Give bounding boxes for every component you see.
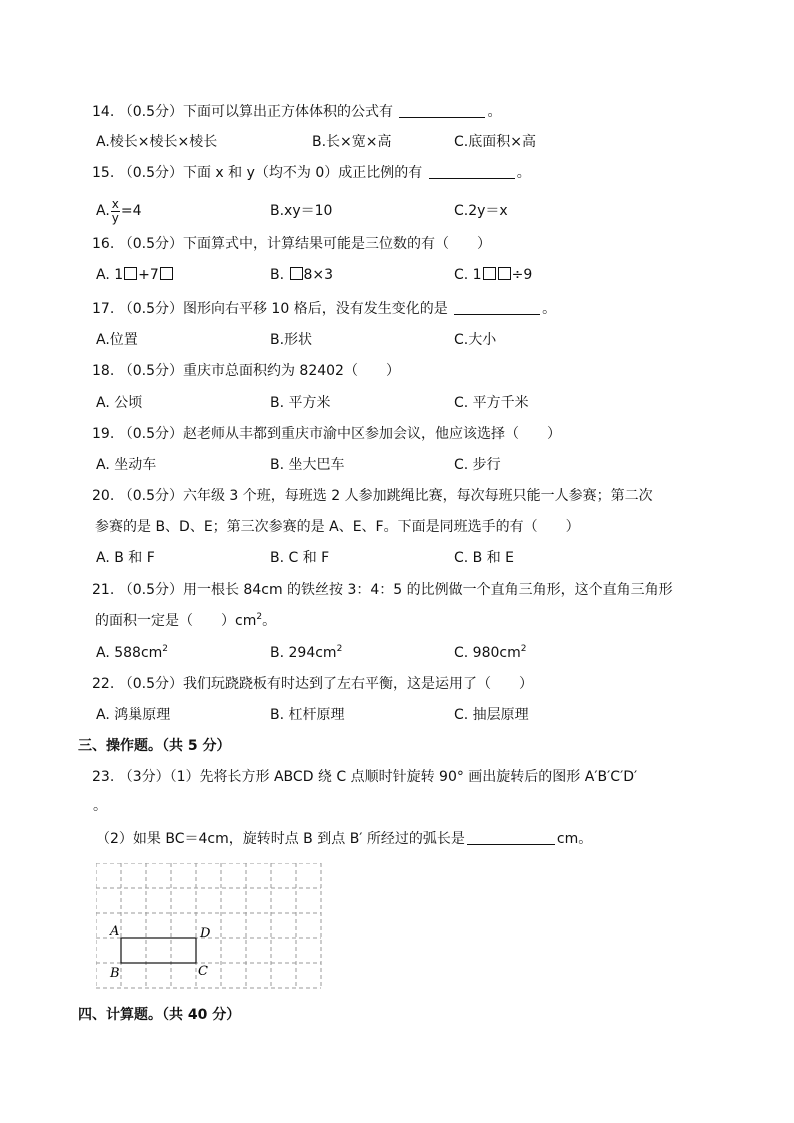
q14-option-c[interactable]: C.底面积×高 [454,134,536,150]
q17-stem: 17. （0.5分）图形向右平移 10 格后，没有发生变化的是 [92,301,448,317]
question-20: 20. （0.5分）六年级 3 个班，每班选 2 人参加跳绳比赛，每次每班只能一人参赛；第二次 [92,488,653,504]
q15-option-b[interactable]: B.xy＝10 [270,203,333,219]
question-20-continued: 参赛的是 B、D、E；第三次参赛的是 A、E、F。下面是同班选手的有（ ） [95,519,580,535]
q18-option-a[interactable]: A. 公顷 [96,395,143,411]
q17-option-b[interactable]: B.形状 [270,332,313,348]
question-16: 16. （0.5分）下面算式中，计算结果可能是三位数的有（ ） [92,236,491,252]
rectangle-abcd [121,938,196,963]
question-21: 21. （0.5分）用一根长 84cm 的铁丝按 3：4：5 的比例做一个直角三角形，这个直角三角形 [92,582,673,598]
q14-option-a[interactable]: A.棱长×棱长×棱长 [96,134,218,150]
q20-option-a[interactable]: A. B 和 F [96,550,155,566]
q16-option-b[interactable]: B. 8×3 [270,267,334,283]
question-17: 17. （0.5分）图形向右平移 10 格后，没有发生变化的是 。 [92,301,557,317]
q20-option-c[interactable]: C. B 和 E [454,550,515,566]
digit-box [498,267,511,280]
q19-option-b[interactable]: B. 坐大巴车 [270,457,345,473]
label-a: A [110,924,120,939]
question-23: 23. （3分）（1）先将长方形 ABCD 绕 C 点顺时针旋转 90° 画出旋转后的图形 A′B′C′D′ [92,769,638,785]
q16-option-a[interactable]: A. 1 +7 [96,265,174,285]
label-d: D [200,926,211,941]
q22-option-b[interactable]: B. 杠杆原理 [270,707,345,723]
q17-option-c[interactable]: C.大小 [454,332,497,348]
q17-option-a[interactable]: A.位置 [96,332,138,348]
answer-blank[interactable] [429,164,515,179]
answer-blank[interactable] [467,830,555,845]
section-4-heading: 四、计算题。（共 40 分） [78,1007,241,1023]
q20-option-b[interactable]: B. C 和 F [270,550,330,566]
q15-option-a[interactable]: A. $\frac{x}{y}$ =4 [96,196,142,225]
fraction: $\frac{x}{y}$ [111,196,119,225]
question-23-part-2: （2）如果 BC＝4cm，旋转时点 B 到点 B′ 所经过的弧长是 cm。 [96,831,593,847]
question-14: 14. （0.5分）下面可以算出正方体体积的公式有 。 [92,104,502,120]
q22-option-c[interactable]: C. 抽层原理 [454,707,529,723]
question-18: 18. （0.5分）重庆市总面积约为 82402（ ） [92,363,400,379]
question-21-continued: 的面积一定是（ ）$cm^2$。 [95,612,277,629]
q21-option-a[interactable]: A. $588cm^2$ [96,644,169,661]
digit-box [483,267,496,280]
digit-box [160,267,173,280]
label-b: B [110,966,120,981]
q22-option-a[interactable]: A. 鸿巢原理 [96,707,171,723]
answer-blank[interactable] [454,300,540,315]
q16-option-c[interactable]: C. 1 ÷9 [454,267,533,283]
q15-stem: 15. （0.5分）下面 x 和 y（均不为 0）成正比例的有 [92,165,423,181]
question-19: 19. （0.5分）赵老师从丰都到重庆市渝中区参加会议，他应该选择（ ） [92,426,561,442]
question-23-stem-end: 。 [93,798,107,814]
rectangle-grid-figure [96,863,326,993]
section-3-heading: 三、操作题。（共 5 分） [78,738,231,754]
label-c: C [198,964,208,979]
q18-option-c[interactable]: C. 平方千米 [454,395,529,411]
q21-option-b[interactable]: B. $294cm^2$ [270,644,343,661]
q19-option-a[interactable]: A. 坐动车 [96,457,157,473]
digit-box [124,267,137,280]
q21-option-c[interactable]: C. $980cm^2$ [454,644,527,661]
digit-box [290,267,303,280]
question-22: 22. （0.5分）我们玩跷跷板有时达到了左右平衡，这是运用了（ ） [92,676,533,692]
q15-option-c[interactable]: C.2y＝x [454,203,508,219]
q14-stem: 14. （0.5分）下面可以算出正方体体积的公式有 [92,104,393,120]
question-15: 15. （0.5分）下面 x 和 y（均不为 0）成正比例的有 。 [92,165,531,181]
q19-option-c[interactable]: C. 步行 [454,457,501,473]
answer-blank[interactable] [399,103,485,118]
q14-option-b[interactable]: B.长×宽×高 [312,134,392,150]
q18-option-b[interactable]: B. 平方米 [270,395,331,411]
